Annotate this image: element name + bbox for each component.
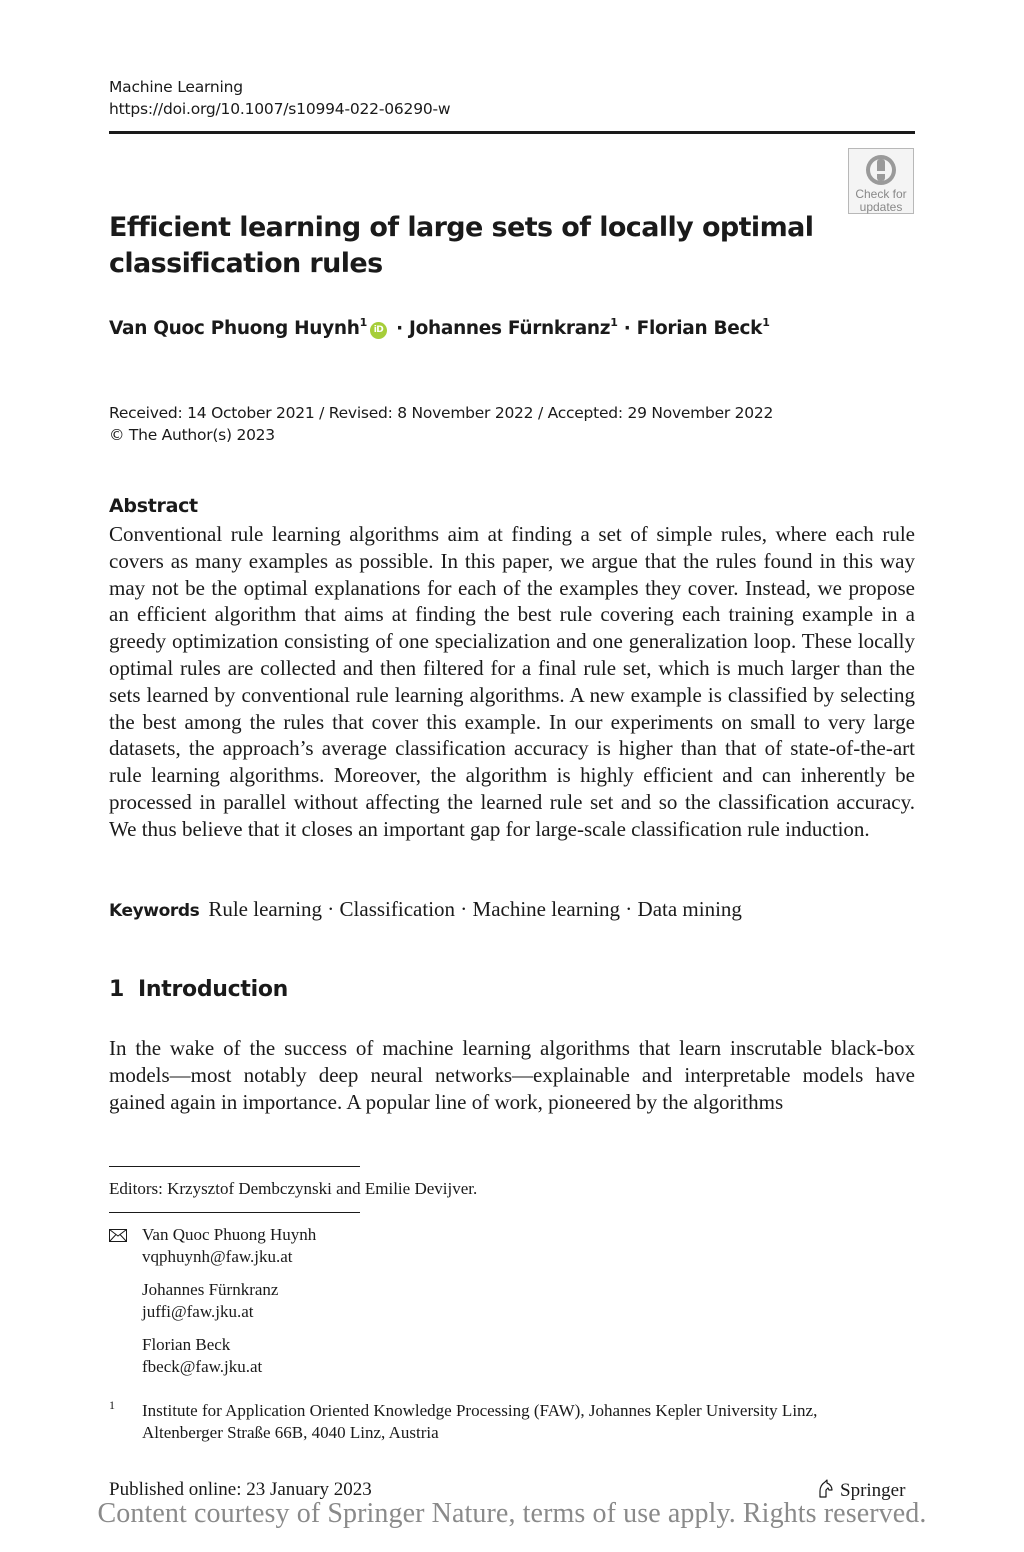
journal-header — [109, 76, 450, 120]
section-heading — [109, 977, 288, 1002]
introduction-text: In the wake of the success of machine learning algorithms that learn inscrutable black-box models—most notably deep neural networks—explainable and interpretable models have gained again in importance. A popular line of work, pioneered by the algorithms — [109, 1036, 915, 1114]
publisher-name: Springer — [840, 1480, 906, 1501]
courtesy-watermark: Content courtesy of Springer Nature, terms of use apply. Rights reserved. — [97, 1498, 927, 1529]
received-revised-accepted: Received: 14 October 2021 / Revised: 8 November 2022 / Accepted: 29 November 2022 — [109, 404, 774, 422]
author-separator: · — [390, 318, 410, 340]
article-dates — [109, 402, 773, 446]
contact-email[interactable]: fbeck@faw.jku.at — [142, 1357, 263, 1376]
author-affil-mark: 1 — [762, 316, 770, 329]
abstract-text: Conventional rule learning algorithms aim at finding a set of simple rules, where each rule covers as many examples as possible. In this paper, we argue that the rules found in this way may not be the optimal explanations for each of the examples they cover. Instead, we propose an efficient algorithm that aims at finding the best rule covering each training example in a greedy optimization consisting of one specialization and one generalization loop. These locally optimal rules are collected and then filtered for a final rule set, which is much larger than the sets learned by conventional rule learning algorithms. A new example is classified by selecting the best among the rules that cover this example. In our experiments on small to very large datasets, the approach’s average classification accuracy is higher than that of state-of-the-art rule learning algorithms. Moreover, the algorithm is highly efficient and can inherently be processed in parallel without affecting the learned rule set and so the classification accuracy. We thus believe that it closes an important gap for large-scale classification rule induction. — [109, 522, 915, 841]
springer-horse-icon — [816, 1479, 836, 1499]
affiliation-line: Institute for Application Oriented Knowledge Processing (FAW), Johannes Kepler University Linz, — [142, 1401, 818, 1420]
orcid-icon[interactable]: iD — [370, 322, 387, 339]
author-name: Van Quoc Phuong Huynh — [109, 318, 360, 340]
editors-note: Editors: Krzysztof Dembczynski and Emilie Devijver. — [109, 1179, 478, 1198]
paper-title: Efficient learning of large sets of locally optimal classification rules — [109, 212, 814, 279]
keywords — [109, 897, 742, 922]
contact-name: Florian Beck — [142, 1335, 231, 1354]
author-name: Florian Beck — [636, 318, 763, 340]
footnote-rule — [109, 1166, 360, 1167]
journal-name: Machine Learning — [109, 78, 243, 96]
section-number: 1 — [109, 977, 125, 1002]
contact-name: Van Quoc Phuong Huynh — [142, 1225, 317, 1244]
affiliation — [142, 1400, 902, 1444]
check-for-updates-badge[interactable] — [848, 148, 914, 214]
copyright: © The Author(s) 2023 — [109, 426, 275, 444]
contact-block — [142, 1279, 278, 1323]
author-affil-mark: 1 — [610, 316, 618, 329]
contact-email[interactable]: vqphuynh@faw.jku.at — [142, 1247, 293, 1266]
section-title: Introduction — [138, 977, 289, 1002]
footnote-rule — [109, 1212, 360, 1213]
header-rule — [109, 131, 915, 134]
author-name: Johannes Fürnkranz — [409, 318, 611, 340]
affiliation-number: 1 — [109, 1398, 115, 1412]
contact-block — [142, 1224, 316, 1268]
check-updates-line1: Check for — [855, 187, 907, 201]
doi-link[interactable]: https://doi.org/10.1007/s10994-022-06290-w — [109, 100, 451, 118]
author-list — [109, 317, 770, 339]
author-separator: · — [617, 318, 637, 340]
affiliation-line: Altenberger Straße 66B, 4040 Linz, Austria — [142, 1423, 439, 1442]
contact-email[interactable]: juffi@faw.jku.at — [142, 1302, 254, 1321]
contact-block — [142, 1334, 262, 1378]
published-online: Published online: 23 January 2023 — [109, 1479, 372, 1500]
keywords-heading: Keywords — [109, 901, 200, 921]
abstract-heading: Abstract — [109, 495, 198, 517]
check-updates-icon — [864, 153, 898, 187]
check-updates-line2: updates — [859, 200, 903, 214]
keywords-list: Rule learning · Classification · Machine learning · Data mining — [208, 897, 742, 921]
author-affil-mark: 1 — [359, 316, 367, 329]
mail-icon[interactable] — [109, 1229, 127, 1242]
contact-name: Johannes Fürnkranz — [142, 1280, 279, 1299]
